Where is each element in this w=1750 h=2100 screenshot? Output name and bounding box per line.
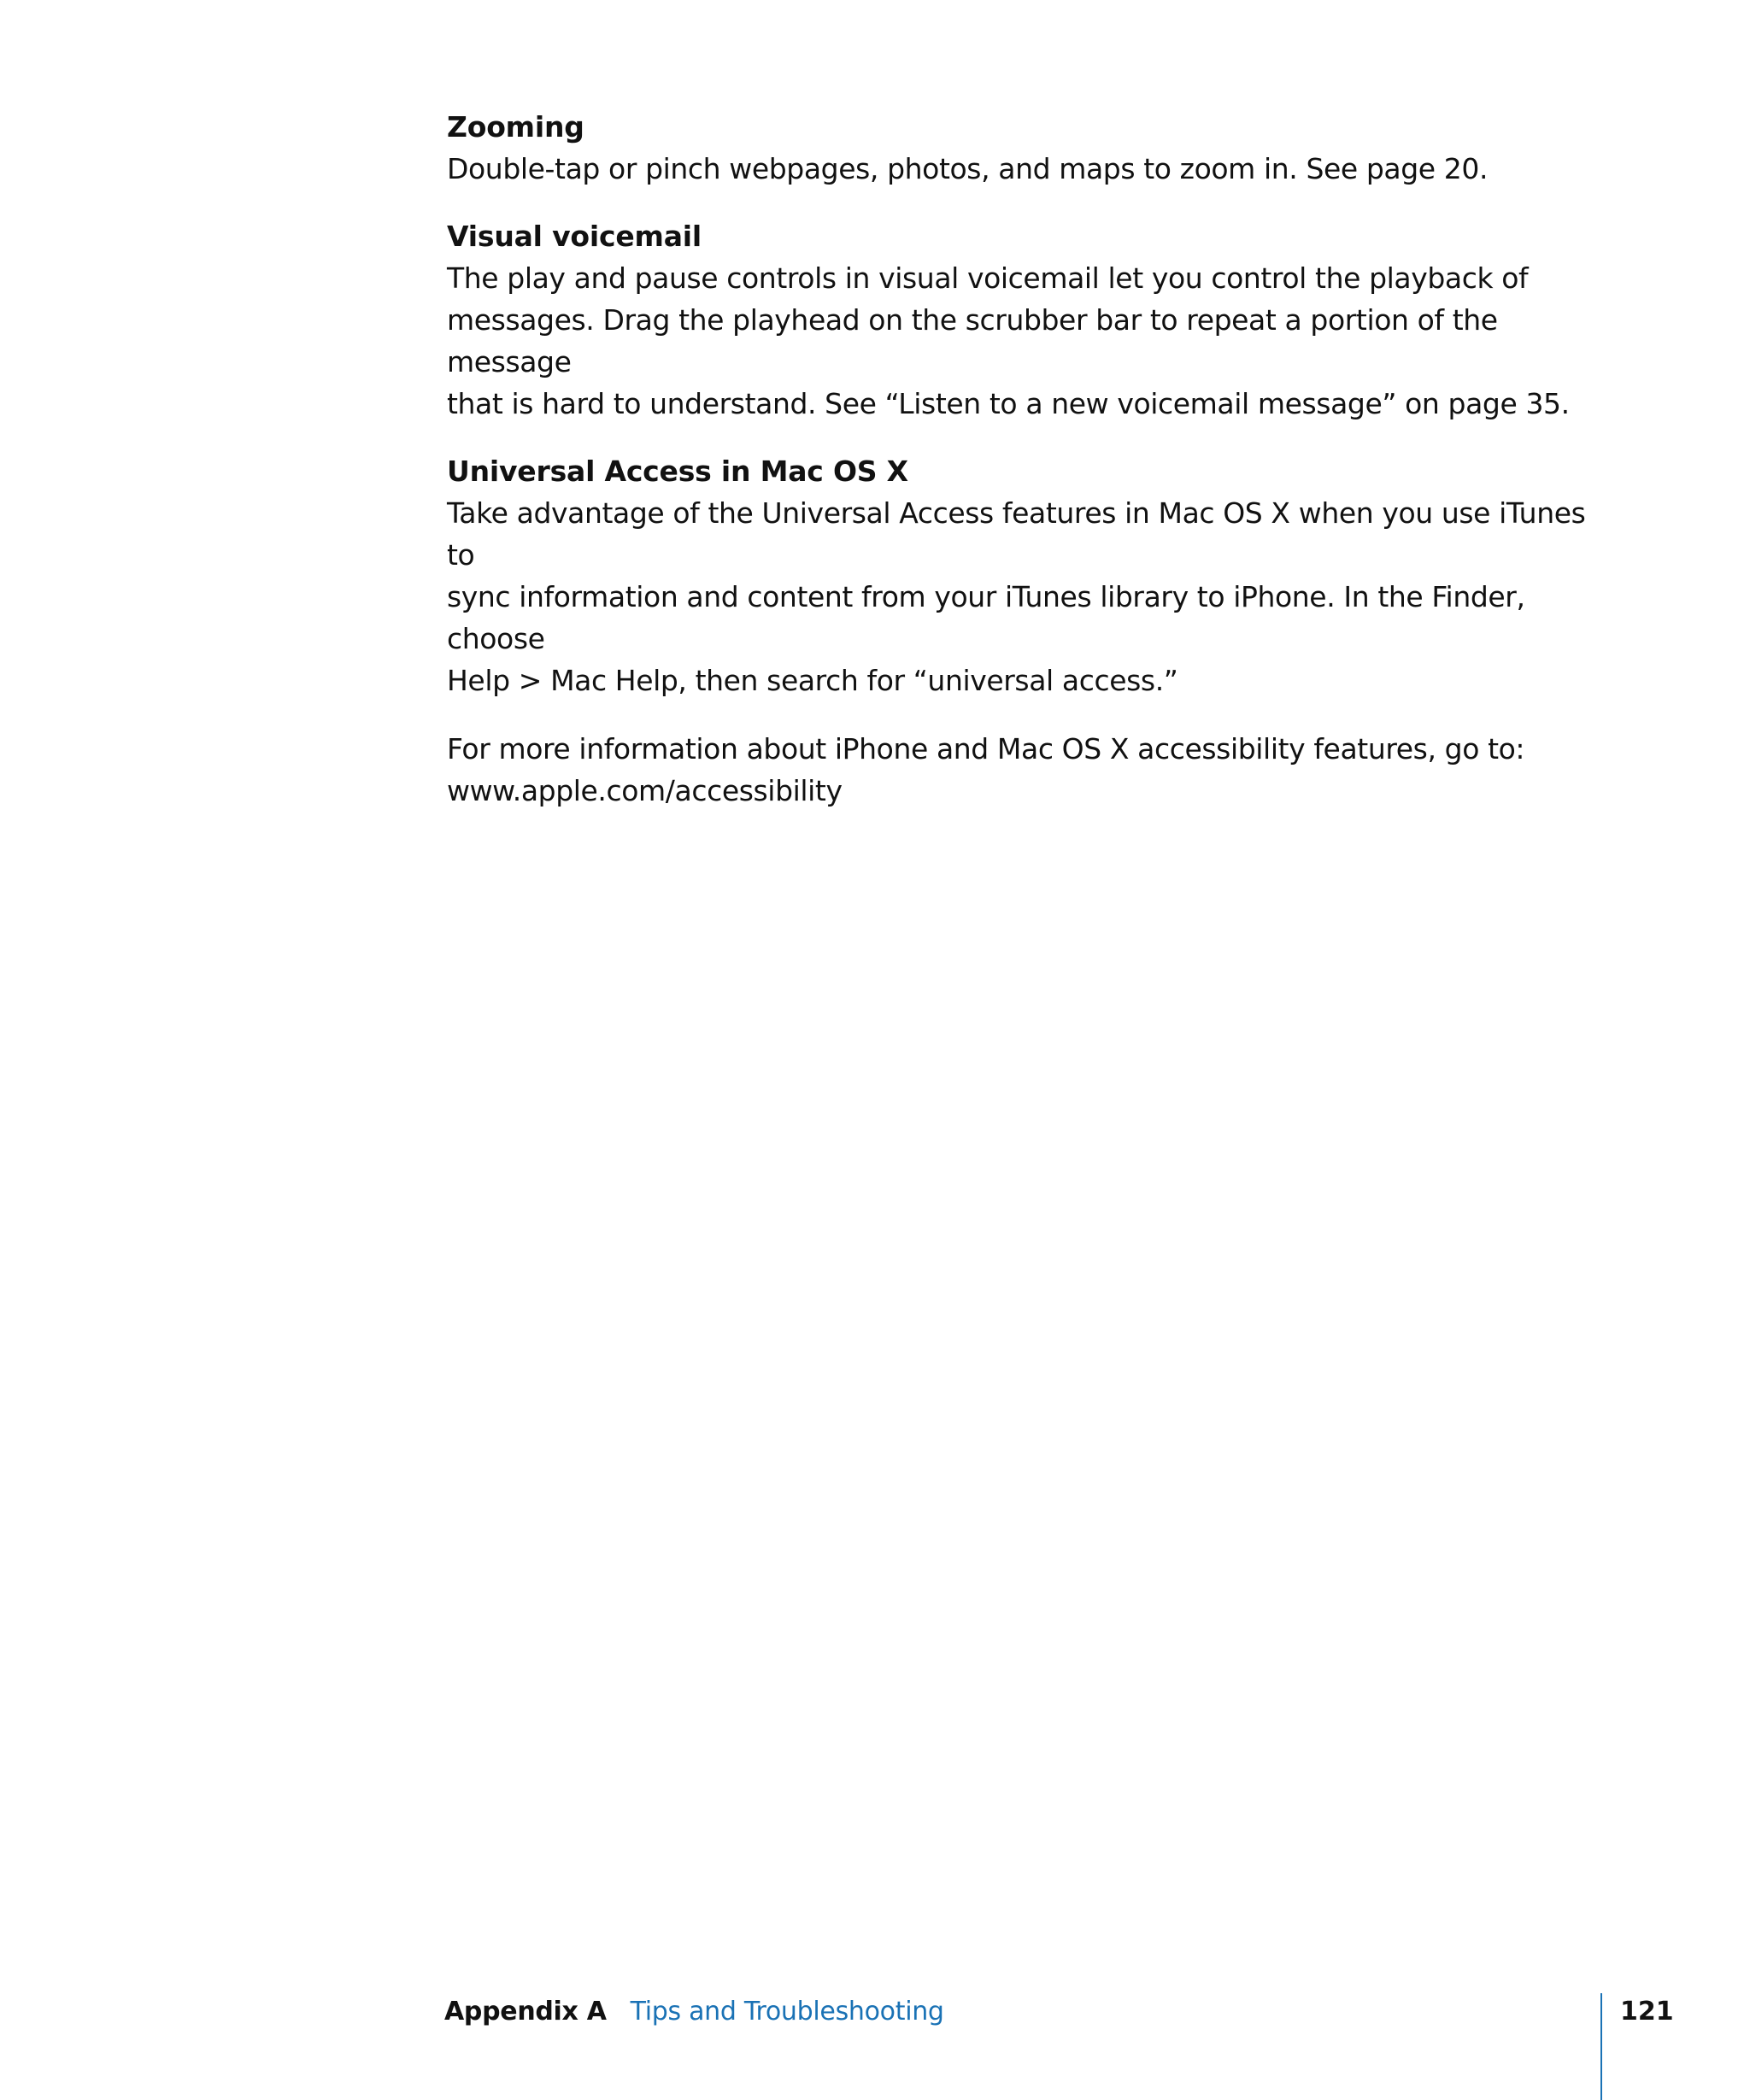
footer-chapter-link[interactable]: Tips and Troubleshooting (630, 1997, 944, 2027)
page-footer (444, 1995, 944, 2029)
section-more-info (447, 728, 1592, 812)
body-line: Help > Mac Help, then search for “universal access.” (447, 664, 1178, 697)
body-line: Take advantage of the Universal Access features in Mac OS X when you use iTunes to (447, 496, 1586, 572)
body-line: The play and pause controls in visual voicemail let you control the playback of (447, 261, 1529, 295)
section-zooming (447, 107, 1592, 190)
body-line: sync information and content from your iTunes library to iPhone. In the Finder, choose (447, 580, 1525, 655)
page-number: 121 (1620, 1997, 1674, 2027)
accessibility-url: www.apple.com/accessibility (447, 774, 843, 807)
section-visual-voicemail (447, 216, 1592, 425)
section-heading: Universal Access in Mac OS X (447, 455, 908, 488)
section-heading: Visual voicemail (447, 220, 702, 253)
footer-divider (1600, 1993, 1602, 2100)
body-line: Double-tap or pinch webpages, photos, and maps to zoom in. See page 20. (447, 152, 1489, 185)
section-heading: Zooming (447, 110, 584, 144)
body-line: messages. Drag the playhead on the scrubber bar to repeat a portion of the message (447, 303, 1498, 378)
section-universal-access (447, 451, 1592, 701)
body-line: that is hard to understand. See “Listen to a new voicemail message” on page 35. (447, 387, 1570, 420)
page-content (447, 107, 1592, 838)
footer-appendix-label: Appendix A (444, 1997, 607, 2027)
body-line: For more information about iPhone and Mac OS X accessibility features, go to: (447, 732, 1525, 766)
